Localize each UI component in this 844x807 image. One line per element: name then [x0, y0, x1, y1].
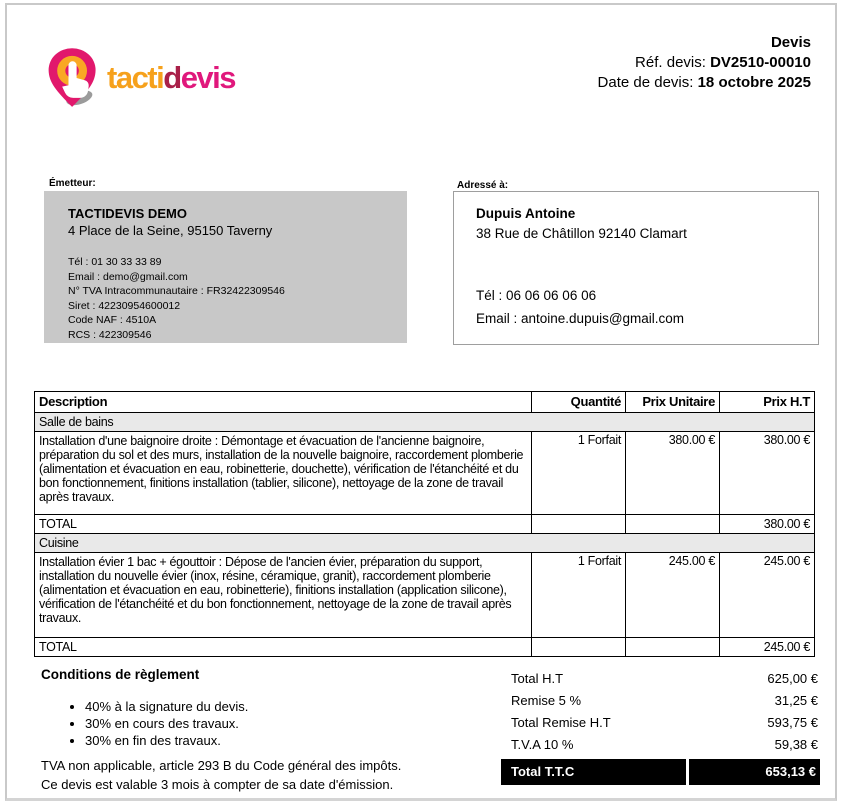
col-header-unit-price: Prix Unitaire	[626, 392, 720, 413]
issuer-siret: Siret : 42230954600012	[68, 299, 181, 312]
total-ht-row	[501, 668, 820, 690]
recipient-label: Adressé à:	[457, 180, 509, 191]
item-quantity: 1 Forfait	[532, 432, 626, 515]
recipient-phone: Tél : 06 06 06 06 06	[476, 288, 597, 303]
empty-cell	[626, 638, 720, 657]
logo-word-tacti: tacti	[107, 60, 164, 95]
footer-line-validity: Ce devis est valable 3 mois à compter de sa date d'émission.	[41, 777, 394, 792]
recipient-email: Email : antoine.dupuis@gmail.com	[476, 311, 685, 326]
tva-value: 59,38 €	[774, 737, 818, 752]
issuer-address: 4 Place de la Seine, 95150 Taverny	[68, 223, 273, 238]
issuer-phone: Tél : 01 30 33 33 89	[68, 256, 162, 268]
issuer-email: Email : demo@gmail.com	[68, 270, 188, 283]
condition-item: • 30% en fin des travaux.	[85, 732, 461, 749]
recipient-box	[453, 191, 819, 345]
logo-wordmark	[107, 60, 235, 96]
issuer-name: TACTIDEVIS DEMO	[68, 206, 187, 221]
item-price-ht: 380.00 €	[720, 432, 815, 515]
logo-word-evis: evis	[180, 60, 236, 95]
ref-label: Réf. devis:	[635, 54, 711, 71]
section-title: Salle de bains	[35, 413, 815, 432]
issuer-rcs: RCS : 422309546	[68, 328, 152, 341]
total-ttc-label: Total T.T.C	[501, 759, 689, 785]
issuer-box	[44, 191, 407, 343]
remise-label: Remise 5 %	[511, 693, 582, 708]
date-label: Date de devis:	[597, 74, 698, 91]
table-header-row	[35, 392, 815, 413]
remise-row	[501, 690, 820, 712]
issuer-label: Émetteur:	[49, 178, 96, 189]
tva-label: T.V.A 10 %	[511, 737, 574, 752]
issuer-naf: Code NAF : 4510A	[68, 314, 157, 326]
item-description: Installation d'une baignoire droite : Démontage et évacuation de l'ancienne baignoire, préparation du sol et des murs, installation de la nouvelle baignoire, raccordement plomberie (alimentation et évacuation en eau, robinetterie, douchette), vérification de l'étanchéité et du bon fonctionnement, finitions installation (tablier, silicone), nettoyage de la zone de travail après travaux.	[35, 432, 532, 515]
total-ttc-row	[501, 759, 820, 785]
section-total-value: 380.00 €	[720, 515, 815, 534]
item-quantity: 1 Forfait	[532, 553, 626, 638]
section-total-row	[35, 515, 815, 534]
condition-item: • 40% à la signature du devis.	[85, 698, 461, 715]
document-ref	[598, 53, 811, 73]
tva-row	[501, 734, 820, 756]
logo-pin-icon	[45, 47, 101, 109]
conditions-list	[85, 698, 461, 749]
section-row-cuisine	[35, 534, 815, 553]
items-table	[34, 391, 815, 657]
payment-conditions	[41, 667, 461, 749]
section-row-salle-de-bains	[35, 413, 815, 432]
item-price-ht: 245.00 €	[720, 553, 815, 638]
section-total-row	[35, 638, 815, 657]
remise-value: 31,25 €	[774, 693, 818, 708]
recipient-address: 38 Rue de Châtillon 92140 Clamart	[476, 226, 687, 241]
item-unit-price: 380.00 €	[626, 432, 720, 515]
item-unit-price: 245.00 €	[626, 553, 720, 638]
document-date	[598, 73, 811, 93]
section-total-label: TOTAL	[35, 638, 532, 657]
empty-cell	[532, 515, 626, 534]
recipient-name: Dupuis Antoine	[476, 206, 576, 221]
item-row	[35, 432, 815, 515]
totals-summary	[501, 668, 820, 785]
col-header-quantity: Quantité	[532, 392, 626, 413]
total-remise-ht-value: 593,75 €	[767, 715, 818, 730]
condition-item: • 30% en cours des travaux.	[85, 715, 461, 732]
section-total-label: TOTAL	[35, 515, 532, 534]
document-header	[598, 33, 811, 93]
document-title: Devis	[770, 34, 811, 51]
ref-value: DV2510-00010	[710, 54, 811, 71]
conditions-title: Conditions de règlement	[41, 667, 200, 682]
company-logo	[45, 47, 235, 109]
item-description: Installation évier 1 bac + égouttoir : Dépose de l'ancien évier, préparation du support, installation du nouvelle évier (inox, résine, céramique, granit), raccordement plomberie (alimentation et évacuation en eau, robinetterie), finitions installation (application silicone), vérification de l'étanchéité et du bon fonctionnement, nettoyage de la zone de travail après travaux.	[35, 553, 532, 638]
issuer-tva: N° TVA Intracommunautaire : FR32422309546	[68, 285, 285, 297]
col-header-description: Description	[35, 392, 532, 413]
total-remise-ht-row	[501, 712, 820, 734]
date-value: 18 octobre 2025	[697, 74, 811, 91]
item-row	[35, 553, 815, 638]
total-ht-label: Total H.T	[511, 671, 564, 686]
total-remise-ht-label: Total Remise H.T	[511, 715, 611, 730]
legal-footer	[41, 756, 401, 794]
devis-page	[5, 3, 837, 801]
empty-cell	[626, 515, 720, 534]
logo-word-d: d	[163, 60, 181, 95]
section-total-value: 245.00 €	[720, 638, 815, 657]
total-ttc-value: 653,13 €	[765, 764, 816, 779]
footer-line-tva: TVA non applicable, article 293 B du Code général des impôts.	[41, 758, 402, 773]
total-ht-value: 625,00 €	[767, 671, 818, 686]
empty-cell	[532, 638, 626, 657]
col-header-price-ht: Prix H.T	[720, 392, 815, 413]
section-title: Cuisine	[35, 534, 815, 553]
